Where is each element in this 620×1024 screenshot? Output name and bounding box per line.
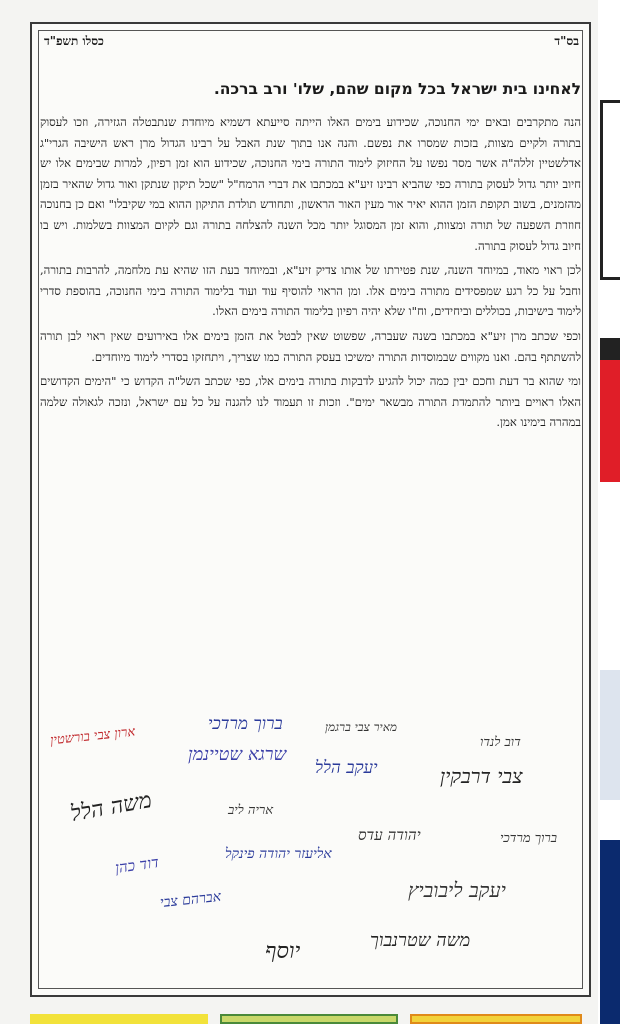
signature: אריה ליב <box>228 803 274 818</box>
signature: צבי דרבקין <box>440 764 523 788</box>
signature: אברהם צבי <box>159 888 222 912</box>
signature: ברוך מרדכי <box>208 714 283 734</box>
signature: משה הלל <box>68 788 154 827</box>
paragraph-2: לכן ראוי מאוד, במיוחד השנה, שנת פטירתו של אותו צדיק זיע"א, ובמיוחד בעת הזו שהיא עת מלחמה, להרבות בתורה, וחבל על כל רגע שמפסידים מתורה בימים אלו. ומן הראוי להוסיף עוד ועוד בלימוד התורה בימי החנוכה, בהוספת סדרי לימוד בישיבות, בכוללים וביחידים, וח"ו שלא יהיה רפיון בלימוד התורה בימים האלו. <box>40 263 581 319</box>
signature: יעקב ליבוביץ <box>408 878 506 902</box>
signature: שרגא שטיינמן <box>188 744 287 765</box>
signature: אליעזר יהודה פינקל <box>225 846 332 862</box>
letter-greeting: לאחינו בית ישראל בכל מקום שהם, שלו' ורב ברכה. <box>213 80 581 98</box>
letter-body <box>40 112 581 437</box>
signature: משה שטרנבוך <box>370 930 471 951</box>
signatures-area <box>40 714 581 974</box>
header-date: כסלו תשפ"ד <box>44 34 104 48</box>
adjacent-page-strip <box>598 0 620 1024</box>
signature: דוד כהן <box>113 853 161 877</box>
signature: יוסף <box>265 939 301 964</box>
header-bsd: בס"ד <box>554 34 579 48</box>
bottom-strip-yellow <box>30 1014 208 1024</box>
signature: יהודה עדס <box>358 826 421 844</box>
signature: יעקב הלל <box>315 758 378 778</box>
paragraph-1: הנה מתקרבים ובאים ימי החנוכה, שכידוע בימים האלו הייתה סייעתא דשמיא מיוחדת שנתבטלה הגזירה, וזכו לעסוק בתורה ולקיים מצוות, בזכות שמסרו את נפשם. והנה אנו בתוך שנת האבל על רבינו הגדול מרן ראש הישיבה הגרי"ג אדלשטיין זללה"ה אשר מסר נפשו על החיזוק לימוד התורה בימי החנוכה, שכידוע הוא זמן רפיון, למרות שבימים אלו יש חיוב יותר גדול לעסוק בתורה כפי שהביא רבינו זיע"א במכתבו את דברי הרמח"ל "שכל תיקון שנתקן ואור גדול שהאיר בזמן מהזמנים, בשוב תקופת הזמן ההוא יאיר אור מעין האור הראשון, ותחודש תולדת התיקון ההוא במי שקיבלו" ואם כן בחנוכה חוזרת השפעה של תורה ומצוות, והוא זמן המסוגל יותר מכל השנה להצלחה בתורה וגם לקיום המצוות בשלמות. ויש בו חיוב גדול לעסוק בתורה. <box>40 115 581 253</box>
signature: ברוך מרדכי <box>500 831 558 846</box>
signature: דוב לנדו <box>480 735 521 750</box>
bottom-strip-green <box>220 1014 398 1024</box>
signature: ארון צבי בורשטין <box>49 724 136 749</box>
bottom-strip-orange <box>410 1014 582 1024</box>
paragraph-3: וכפי שכתב מרן זיע"א במכתבו בשנה שעברה, שפשוט שאין לבטל את הזמן בימים אלו באירועים שאין ראוי לבן תורה להשתתף בהם. ואנו מקווים שבמוסדות התורה ימשיכו בעסק התורה כמו שצריך, ויתחזקו בסדרי לימוד מיוחדים. <box>40 328 581 364</box>
paragraph-4: ומי שהוא בר דעת וחכם יבין כמה יכול להגיע לדבקות בתורה בימים אלו, כפי שכתב השל"ה הקדוש כי "הימים הקדושים האלו ראויים ביותר להתמדת התורה מבשאר ימים". וזכות זו תעמוד לנו להגנה על כל עם ישראל, ונזכה לגאולה שלמה במהרה בימינו אמן. <box>40 374 581 430</box>
signature: מאיר צבי ברגמן <box>325 720 398 734</box>
letter-frame <box>30 22 591 997</box>
